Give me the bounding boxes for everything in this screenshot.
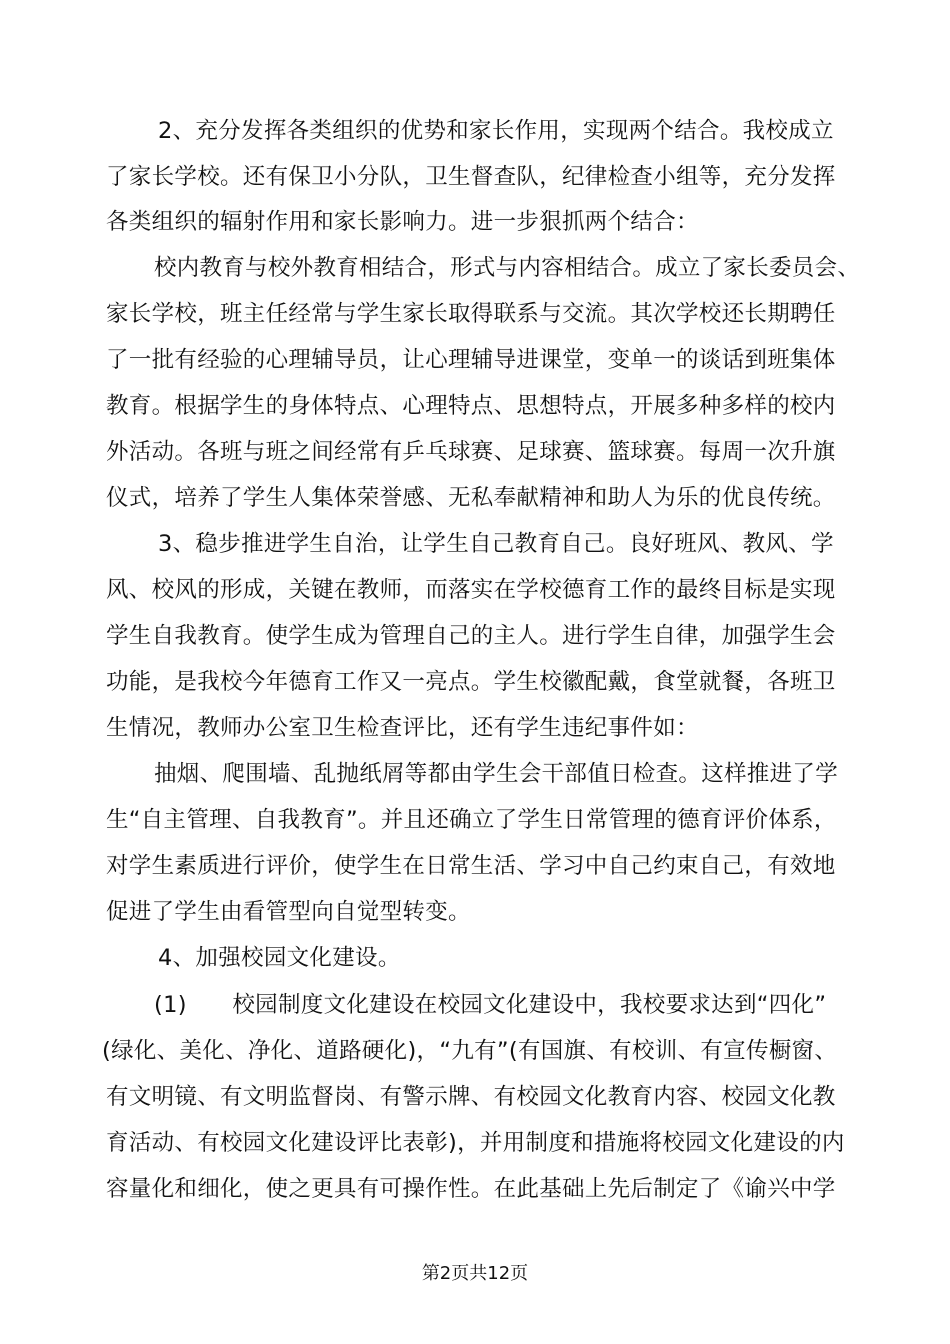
paragraph-line: 生情况，教师办公室卫生检查评比，还有学生违纪事件如：	[106, 715, 699, 741]
paragraph-line: 功能，是我校今年德育工作又一亮点。学生校徽配戴，食堂就餐，各班卫	[106, 669, 836, 695]
paragraph-line: 仪式，培养了学生人集体荣誉感、无私奉献精神和助人为乐的优良传统。	[106, 485, 836, 511]
paragraph-line: 促进了学生由看管型向自觉型转变。	[106, 899, 471, 925]
paragraph-line: 校内教育与校外教育相结合，形式与内容相结合。成立了家长委员会、	[154, 255, 861, 281]
paragraph-line: 学生自我教育。使学生成为管理自己的主人。进行学生自律，加强学生会	[106, 623, 836, 649]
page-number-footer: 第2页共12页	[421, 1263, 529, 1284]
paragraph-line: 容量化和细化，使之更具有可操作性。在此基础上先后制定了《谕兴中学	[106, 1176, 836, 1202]
paragraph-line: 了一批有经验的心理辅导员，让心理辅导进课堂，变单一的谈话到班集体	[106, 347, 836, 373]
paragraph-line: 对学生素质进行评价，使学生在日常生活、学习中自己约束自己，有效地	[106, 853, 836, 879]
paragraph-line: (1) 校园制度文化建设在校园文化建设中，我校要求达到“四化”	[154, 992, 827, 1018]
section-heading: 4、加强校园文化建设。	[158, 945, 401, 971]
paragraph-line: 各类组织的辐射作用和家长影响力。进一步狠抓两个结合：	[106, 209, 699, 235]
paragraph-line: 有文明镜、有文明监督岗、有警示牌、有校园文化教育内容、校园文化教	[106, 1084, 836, 1110]
paragraph-line: 育活动、有校园文化建设评比表彰)，并用制度和措施将校园文化建设的内	[106, 1130, 845, 1156]
paragraph-line: 3、稳步推进学生自治，让学生自己教育自己。良好班风、教风、学	[158, 531, 834, 557]
paragraph-line: 抽烟、爬围墙、乱抛纸屑等都由学生会干部值日检查。这样推进了学	[154, 761, 839, 787]
paragraph-line: 2、充分发挥各类组织的优势和家长作用，实现两个结合。我校成立	[158, 118, 834, 144]
paragraph-line: 生“自主管理、自我教育”。并且还确立了学生日常管理的德育评价体系，	[106, 807, 837, 833]
paragraph-line: 教育。根据学生的身体特点、心理特点、思想特点，开展多种多样的校内	[106, 393, 836, 419]
paragraph-line: 风、校风的形成，关键在教师，而落实在学校德育工作的最终目标是实现	[106, 577, 836, 603]
paragraph-line: (绿化、美化、净化、道路硬化)，“九有”(有国旗、有校训、有宣传橱窗、	[102, 1038, 838, 1064]
paragraph-line: 家长学校，班主任经常与学生家长取得联系与交流。其次学校还长期聘任	[106, 301, 836, 327]
paragraph-line: 外活动。各班与班之间经常有乒乓球赛、足球赛、篮球赛。每周一次升旗	[106, 439, 836, 465]
paragraph-line: 了家长学校。还有保卫小分队，卫生督查队，纪律检查小组等，充分发挥	[106, 164, 836, 190]
